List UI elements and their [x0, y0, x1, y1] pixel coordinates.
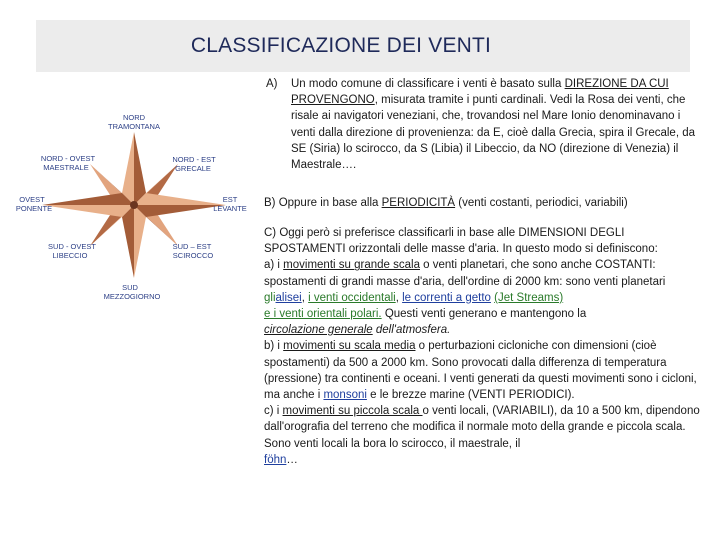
item-a-tail: Questi venti generano e mantengono la [381, 308, 587, 321]
section-b [264, 195, 704, 211]
direction-emphasis: DIREZIONE DA CUI PROVENGONO [291, 78, 669, 107]
jet-streams-link[interactable]: (Jet Streams) [494, 291, 564, 304]
jet-currents-link[interactable]: le correnti a getto [402, 291, 491, 304]
compass-wind-south: MEZZOGIORNO [103, 292, 161, 301]
item-b-text-2: e le brezze marine (VENTI PERIODICI). [366, 389, 575, 402]
monsoons-link[interactable]: monsoni [323, 389, 367, 402]
periodicity-emphasis: PERIODICITÀ [381, 197, 456, 209]
ellipsis: … [286, 453, 298, 466]
compass-wind-southeast: SCIROCCO [172, 251, 214, 260]
section-b-text: B) Oppure in base alla [264, 197, 382, 209]
item-c-text: o venti locali, (VARIABILI), da 10 a 500 km, dipendono dall'orografia del terreno che modifica il normale moto della grande e piccola scala. Sono venti locali la bora lo scirocco, il maestrale, il [264, 405, 700, 450]
section-c-intro: C) Oggi però si preferisce classificarli in base alle DIMENSIONI DEGLI SPOSTAMENTI orizzontali delle masse d'aria. In questo modo si definiscono: [264, 227, 658, 256]
section-a-label: A) [266, 78, 278, 90]
compass-label-northeast: NORD - EST [172, 155, 216, 164]
compass-label-north: NORD [122, 113, 146, 122]
compass-label-south: SUD [122, 283, 138, 292]
compass-wind-northeast: GRECALE [175, 164, 211, 173]
section-b-text-2: (venti costanti, periodici, variabili) [455, 197, 628, 209]
alisei-link[interactable]: alisei [275, 291, 302, 304]
section-a-text-2: , misurata tramite i punti cardinali. Vedi la Rosa dei venti, che risale ai navigatori veneziani, che, trovandosi nel Mare Ionio denominavano i venti dalla direzione di provenienza: da E, cioè dalla Grecia, spira il Grecale, da SE (Siria) lo scirocco, da S (Libia) il Libeccio, da NO (direzione di Venezia) il Maestrale…. [291, 94, 695, 172]
compass-label-southwest: SUD - OVEST [48, 242, 96, 251]
item-b-text: o perturbazioni cicloniche con dimensioni (cioè spostamenti) da 500 a 2000 km. Sono provocati dalla differenza di temperatura (pressione) tra continenti e oceani. I venti generati da questi movimenti sono i cicloni, ma anche i [264, 340, 697, 402]
medium-scale-link[interactable]: movimenti su scala media [283, 340, 416, 353]
compass-label-west: OVEST [19, 195, 45, 204]
item-c-prefix: c) i [264, 405, 283, 418]
item-a-prefix: a) i [264, 259, 284, 272]
section-c [264, 225, 704, 468]
compass-label-northwest: NORD - OVEST [40, 154, 96, 163]
compass-label-southeast: SUD – EST [172, 242, 212, 251]
small-scale-link[interactable]: movimenti su piccola scala [282, 405, 423, 418]
compass-wind-southwest: LIBECCIO [52, 251, 88, 260]
item-a-tail-2: dell'atmosfera. [372, 324, 451, 337]
general-circulation-link[interactable]: circolazione generale [264, 324, 373, 337]
compass-wind-west: PONENTE [15, 204, 53, 213]
compass-wind-north: TRAMONTANA [108, 122, 160, 131]
comma: , [395, 291, 403, 304]
section-a [264, 76, 704, 173]
compass-rose-diagram [12, 100, 256, 310]
section-a-text: Un modo comune di classificare i venti è basato sulla [291, 78, 565, 90]
large-scale-link[interactable]: movimenti su grande scala [283, 259, 420, 272]
item-b-prefix: b) i [264, 340, 284, 353]
compass-wind-northwest: MAESTRALE [43, 163, 89, 172]
westerlies-link[interactable]: i venti occidentali [308, 291, 396, 304]
title-bar [36, 20, 690, 72]
comma: , [301, 291, 309, 304]
polar-easterlies-link[interactable]: e i venti orientali polari. [264, 308, 382, 321]
gli-text: gli [264, 291, 276, 304]
section-a-body [291, 76, 704, 173]
compass-label-east: EST [222, 195, 238, 204]
item-a-text: o venti planetari, che sono anche COSTANTI: spostamenti di grandi masse d'aria, dell'ordine di 2000 km: sono venti planetari [264, 259, 666, 288]
fohn-link[interactable]: föhn [264, 453, 287, 466]
compass-wind-east: LEVANTE [213, 204, 247, 213]
page-title: CLASSIFICAZIONE DEI VENTI [190, 34, 492, 57]
